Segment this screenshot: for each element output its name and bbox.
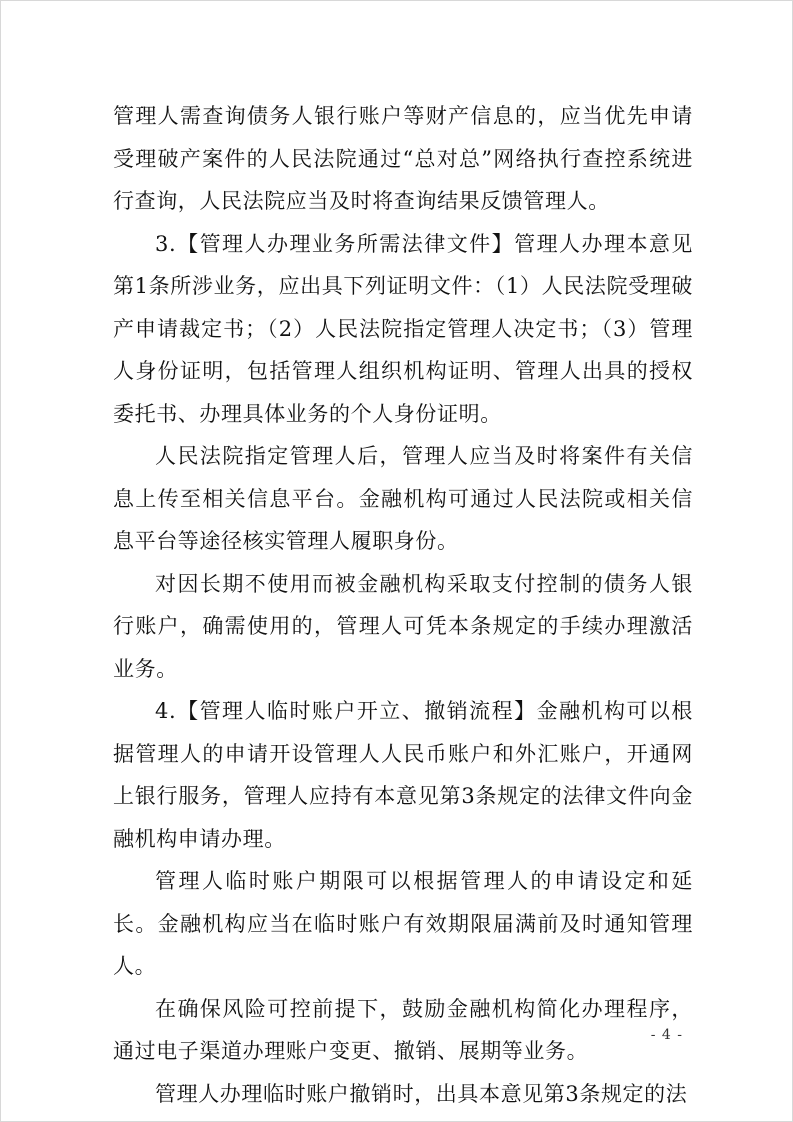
paragraph-2: 3.【管理人办理业务所需法律文件】管理人办理本意见第1条所涉业务，应出具下列证明文件：（1）人民法院受理破产申请裁定书；（2）人民法院指定管理人决定书；（3）管理人身份证明，包括管理人组织机构证明、管理人出具的授权委托书、办理具体业务的个人身份证明。 xyxy=(113,231,693,426)
document-body xyxy=(113,95,693,1115)
paragraph-4: 对因长期不使用而被金融机构采取支付控制的债务人银行账户，确需使用的，管理人可凭本条规定的手续办理激活业务。 xyxy=(113,571,693,681)
page-number: - 4 - xyxy=(650,1027,683,1043)
paragraph-3: 人民法院指定管理人后，管理人应当及时将案件有关信息上传至相关信息平台。金融机构可通过人民法院或相关信息平台等途径核实管理人履职身份。 xyxy=(113,444,693,553)
paragraph-5: 4.【管理人临时账户开立、撤销流程】金融机构可以根据管理人的申请开设管理人人民币账户和外汇账户，开通网上银行服务，管理人应持有本意见第3条规定的法律文件向金融机构申请办理。 xyxy=(113,699,693,851)
paragraph-1: 管理人需查询债务人银行账户等财产信息的，应当优先申请受理破产案件的人民法院通过“总对总”网络执行查控系统进行查询，人民法院应当及时将查询结果反馈管理人。 xyxy=(113,104,693,213)
paragraph-8: 管理人办理临时账户撤销时，出具本意见第3条规定的法 xyxy=(155,1081,688,1106)
paragraph-6: 管理人临时账户期限可以根据管理人的申请设定和延长。金融机构应当在临时账户有效期限届满前及时通知管理人。 xyxy=(113,869,693,978)
paragraph-7: 在确保风险可控前提下，鼓励金融机构简化办理程序，通过电子渠道办理账户变更、撤销、展期等业务。 xyxy=(113,996,693,1063)
